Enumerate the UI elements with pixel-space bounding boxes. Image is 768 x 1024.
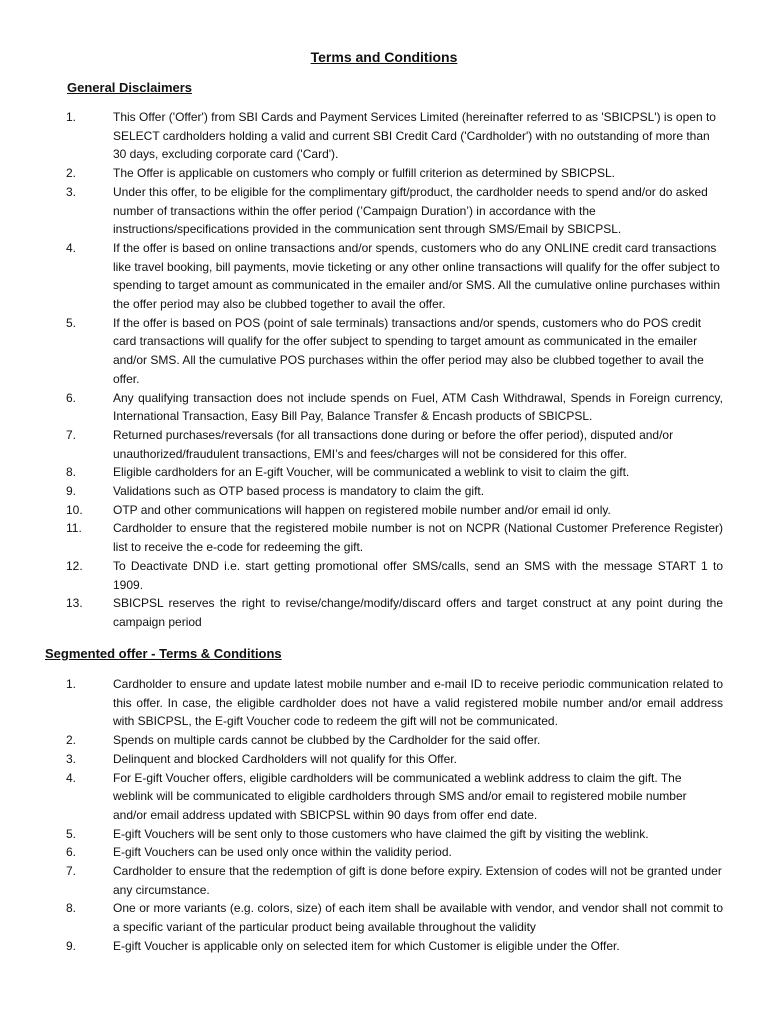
general-disclaimers-heading: General Disclaimers [67, 80, 193, 95]
segmented-offer-list [0, 675, 768, 956]
item-text: OTP and other communications will happen on registered mobile number and/or email id only. [113, 502, 611, 517]
list-item [0, 843, 768, 862]
item-text: Validations such as OTP based process is mandatory to claim the gift. [113, 484, 485, 499]
list-item [0, 557, 768, 594]
item-number: 1. [66, 677, 77, 691]
list-item [0, 239, 768, 314]
item-text: Cardholder to ensure that the registered mobile number is not on NCPR (National Customer Preference Register) list to receive the e-code for redeeming the gift. [113, 521, 723, 555]
item-number: 10. [66, 502, 83, 517]
item-number: 7. [66, 864, 77, 879]
list-item [0, 862, 768, 899]
list-item [0, 769, 768, 825]
item-number: 3. [66, 184, 77, 199]
item-number: 13. [66, 596, 83, 611]
item-number: 9. [66, 484, 77, 499]
item-text: The Offer is applicable on customers who comply or fulfill criterion as determined by SBICPSL. [113, 166, 615, 181]
item-number: 4. [66, 770, 77, 785]
list-item [0, 899, 768, 936]
item-text: This Offer ('Offer') from SBI Cards and Payment Services Limited (hereinafter referred to as 'SBICPSL') is open to SELECT cardholders holding a valid and current SBI Credit Card ('Cardholder') with no outstanding of more than 30 days, excluding corporate card ('Card'). [113, 110, 716, 162]
item-number: 9. [66, 938, 77, 953]
item-text: Cardholder to ensure that the redemption of gift is done before expiry. Extension of codes will not be granted under any circumstance. [113, 864, 722, 897]
general-disclaimers-list [0, 108, 768, 632]
item-number: 2. [66, 733, 77, 748]
segmented-offer-heading: Segmented offer - Terms & Conditions [45, 646, 282, 661]
list-item [0, 675, 768, 731]
item-text: Delinquent and blocked Cardholders will not qualify for this Offer. [113, 751, 457, 766]
item-text: One or more variants (e.g. colors, size) of each item shall be available with vendor, and vendor shall not commit to a specific variant of the particular product being available throughout the validity [113, 901, 723, 935]
item-text: For E-gift Voucher offers, eligible cardholders will be communicated a weblink address to claim the gift. The weblink will be communicated to eligible cardholders through SMS and/or email to registered mobile number and/or email address updated with SBICPSL within 90 days from offer end date. [113, 770, 687, 822]
item-text: If the offer is based on online transactions and/or spends, customers who do any ONLINE credit card transactions like travel booking, bill payments, movie ticketing or any other online transactions will qualify for the offer subject to spending to target amount as communicated in the emailer and/or SMS. All the cumulative online purchases within the offer period may also be clubbed together to avail the offer. [113, 240, 720, 312]
list-item [0, 482, 768, 501]
item-number: 4. [66, 240, 77, 255]
list-item [0, 750, 768, 769]
item-number: 8. [66, 901, 77, 916]
item-text: Spends on multiple cards cannot be clubbed by the Cardholder for the said offer. [113, 733, 541, 748]
list-item [0, 501, 768, 520]
item-number: 11. [66, 521, 82, 536]
list-item [0, 825, 768, 844]
list-item [0, 183, 768, 239]
item-number: 6. [66, 390, 77, 405]
item-text: If the offer is based on POS (point of sale terminals) transactions and/or spends, customers who do POS credit card transactions will qualify for the offer subject to spending to target amount as communicated in the emailer and/or SMS. All the cumulative POS purchases within the offer period may also be clubbed together to avail the offer. [113, 315, 704, 386]
document-title: Terms and Conditions [310, 49, 458, 65]
item-text: SBICPSL reserves the right to revise/change/modify/discard offers and target construct at any point during the campaign period [113, 596, 723, 629]
item-number: 7. [66, 427, 77, 442]
item-text: Cardholder to ensure and update latest mobile number and e-mail ID to receive periodic communication related to this offer. In case, the eligible cardholder does not have a valid registered mobile number and/or email address with SBICPSL, the E-gift Voucher code to redeem the gift will not be communicated. [113, 677, 723, 729]
item-number: 2. [66, 166, 77, 181]
item-text: To Deactivate DND i.e. start getting promotional offer SMS/calls, send an SMS with the message START 1 to 1909. [113, 558, 723, 592]
item-text: E-gift Vouchers will be sent only to those customers who have claimed the gift by visiting the weblink. [113, 826, 649, 841]
item-number: 3. [66, 751, 77, 766]
item-number: 8. [66, 465, 77, 480]
item-text: Returned purchases/reversals (for all transactions done during or before the offer period), disputed and/or unauthorized/fraudulent transactions, EMI’s and fees/charges will not be considered for this offer. [113, 427, 674, 461]
list-item [0, 389, 768, 426]
item-text: Under this offer, to be eligible for the complimentary gift/product, the cardholder needs to spend and/or do asked number of transactions within the offer period (’Campaign Duration’) in accordance with the instructions/specifications provided in the communication sent through SMS/Email by SBICPSL. [113, 184, 708, 237]
item-number: 5. [66, 826, 77, 841]
list-item [0, 937, 768, 956]
item-number: 1. [66, 110, 77, 124]
item-text: E-gift Vouchers can be used only once within the validity period. [113, 845, 452, 860]
list-item [0, 463, 768, 482]
list-item [0, 519, 768, 556]
item-text: Any qualifying transaction does not include spends on Fuel, ATM Cash Withdrawal, Spends in Foreign currency, International Transaction, Easy Bill Pay, Balance Transfer & Encash products of SBICPSL. [113, 390, 723, 424]
item-number: 6. [66, 845, 77, 860]
item-number: 5. [66, 315, 77, 330]
list-item [0, 731, 768, 750]
list-item [0, 108, 768, 164]
item-text: E-gift Voucher is applicable only on selected item for which Customer is eligible under the Offer. [113, 938, 620, 953]
list-item [0, 314, 768, 389]
list-item [0, 164, 768, 183]
item-number: 12. [66, 558, 83, 573]
list-item [0, 426, 768, 463]
item-text: Eligible cardholders for an E-gift Voucher, will be communicated a weblink to visit to claim the gift. [113, 465, 630, 480]
list-item [0, 594, 768, 631]
